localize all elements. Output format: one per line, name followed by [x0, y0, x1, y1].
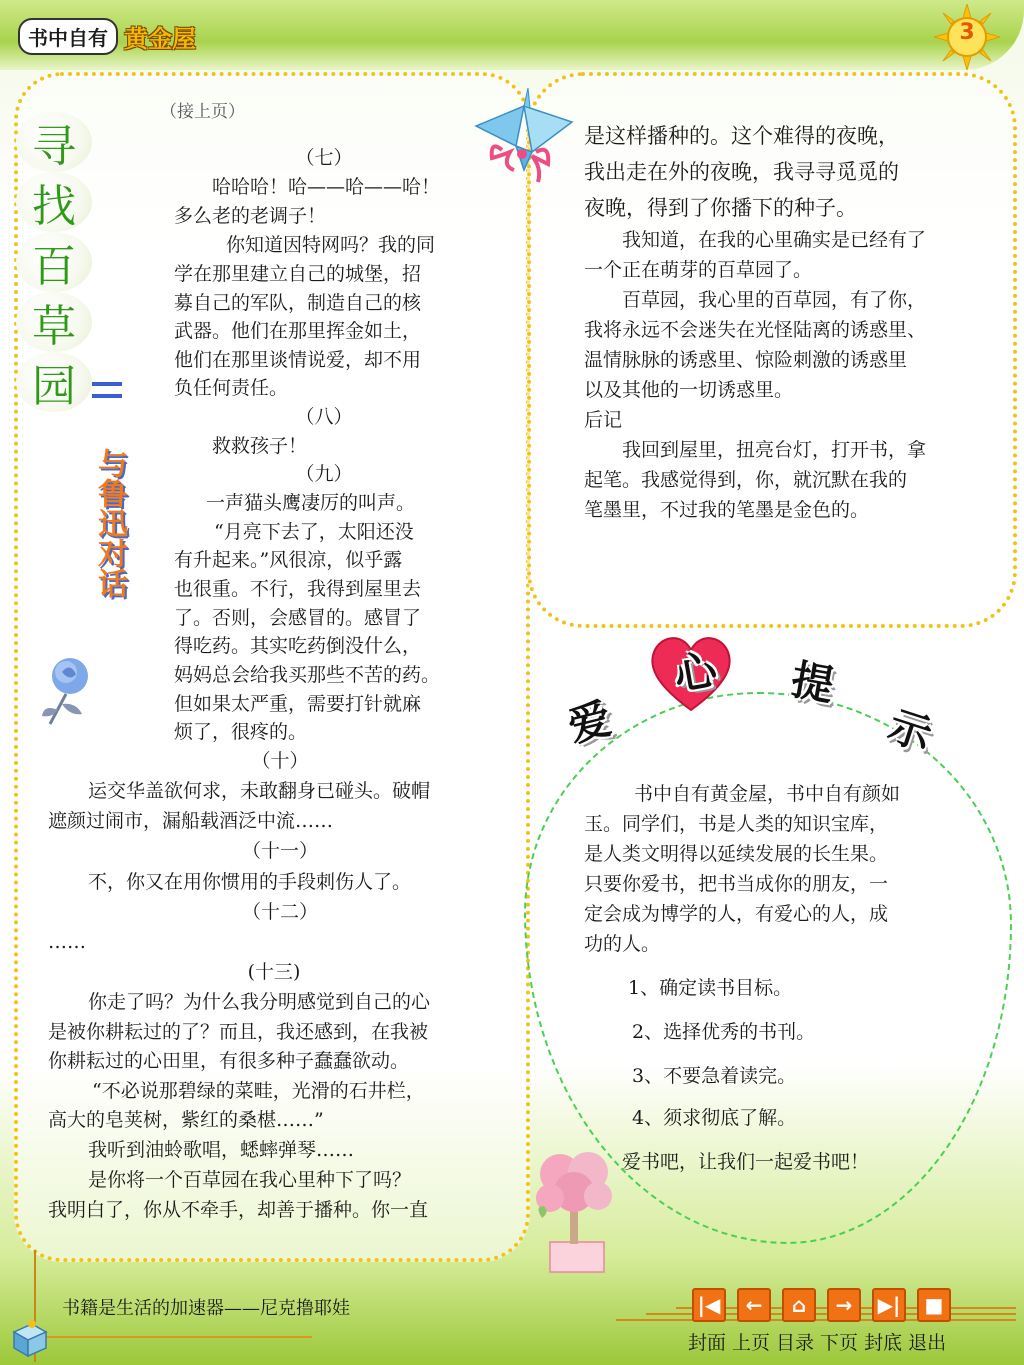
paragraph-line: 笔墨里，不过我的笔墨是金色的。 — [584, 499, 870, 521]
paragraph-line: 你走了吗？为什么我分明感觉到自己的心 — [88, 991, 431, 1013]
tips-list-item: 1、确定读书目标。 — [628, 977, 793, 999]
paragraph-line: 起笔。我感觉得到，你，就沉默在我的 — [584, 469, 908, 491]
rose-icon — [36, 654, 98, 728]
paragraph-line: 学在那里建立自己的城堡，招 — [174, 263, 422, 285]
paragraph-line: 你耕耘过的心田里，有很多种子蠢蠢欲动。 — [48, 1050, 410, 1072]
last-page-icon[interactable]: ▶| — [872, 1288, 906, 1322]
subtitle-dash — [92, 378, 122, 412]
nav-label-cover[interactable]: 封面 — [688, 1332, 727, 1354]
section-heading: （十一） — [241, 840, 318, 862]
paragraph-line: 我回到屋里，扭亮台灯，打开书，拿 — [622, 439, 927, 461]
tips-paragraph-line: 定会成为博学的人，有爱心的人，成 — [584, 903, 889, 925]
footer-quote: 书籍是生活的加速器——尼克撸耶娃 — [62, 1298, 350, 1319]
tips-paragraph-line: 书中自有黄金屋，书中自有颜如 — [634, 783, 901, 805]
paragraph-line: 温情脉脉的诱惑里、惊险刺激的诱惑里 — [584, 349, 908, 371]
vertical-subtitle: 与鲁迅对话 — [92, 448, 127, 598]
paragraph-line: 负任何责任。 — [174, 377, 289, 399]
paragraph-line: 我知道，在我的心里确实是已经有了 — [622, 229, 927, 251]
section-heading: （十二） — [241, 901, 318, 923]
paragraph-line: 得吃药。其实吃药倒没什么， — [174, 635, 422, 657]
header-title — [18, 16, 196, 56]
paragraph-line: 夜晚，得到了你播下的种子。 — [584, 196, 857, 220]
tips-heading-char: 示 — [882, 700, 938, 761]
paragraph-line: 是你将一个百草园在我心里种下了吗？ — [88, 1169, 412, 1191]
paragraph-line: 但如果太严重，需要打针就麻 — [174, 693, 422, 715]
paragraph-line: 遮颜过闹市，漏船载酒泛中流…… — [48, 810, 334, 832]
header-title-part1: 书中自有 — [18, 18, 118, 55]
section-heading: （七） — [295, 147, 353, 169]
paragraph-line: 一声猫头鹰凄厉的叫声。 — [206, 492, 416, 514]
tips-closing: 爱书吧，让我们一起爱书吧！ — [622, 1151, 870, 1173]
paragraph-line: 多么老的老调子！ — [174, 205, 327, 227]
title-char: 寻 — [16, 112, 92, 172]
paragraph-line: …… — [48, 931, 86, 953]
title-char: 草 — [16, 292, 92, 352]
paragraph-line: “不必说那碧绿的菜畦，光滑的石井栏， — [92, 1080, 425, 1102]
previous-page-icon[interactable]: ← — [737, 1288, 771, 1322]
tips-paragraph-line: 只要你爱书，把书当成你的朋友，一 — [584, 873, 889, 895]
paragraph-line: 救救孩子！ — [212, 435, 308, 457]
section-heading: （八） — [295, 406, 353, 428]
header-title-part2: 黄金屋 — [124, 24, 196, 53]
paragraph-line: 武器。他们在那里挥金如土， — [174, 320, 422, 342]
tips-heading-char: 心 — [670, 644, 721, 701]
paragraph-line: 百草园，我心里的百草园，有了你， — [622, 289, 927, 311]
paragraph-line: 你知道因特网吗？我的同 — [226, 234, 436, 256]
tips-list-item: 4、须求彻底了解。 — [632, 1107, 797, 1129]
paragraph-line: 一个正在萌芽的百草园了。 — [584, 259, 813, 281]
paper-crane-icon — [466, 86, 582, 190]
tips-heading-char: 爱 — [563, 693, 616, 752]
tips-paragraph-line: 是人类文明得以延续发展的长生果。 — [584, 843, 889, 865]
paragraph-line: 是被你耕耘过的了？而且，我还感到，在我被 — [48, 1021, 429, 1043]
nav-label-exit[interactable]: 退出 — [908, 1332, 947, 1354]
section-heading: (十三) — [247, 961, 301, 983]
first-page-icon[interactable]: |◀ — [692, 1288, 726, 1322]
paragraph-line: 我明白了，你从不牵手，却善于播种。你一直 — [48, 1199, 429, 1221]
paragraph-line: 有升起来。”风很凉，似乎露 — [174, 549, 403, 571]
paragraph-line: 我将永远不会迷失在光怪陆离的诱惑里、 — [584, 319, 927, 341]
nav-label-back-cover[interactable]: 封底 — [864, 1332, 903, 1354]
paragraph-line: 他们在那里谈情说爱，却不用 — [174, 349, 422, 371]
tips-paragraph-line: 功的人。 — [584, 933, 661, 955]
paragraph-line: 是这样播种的。这个难得的夜晚， — [584, 124, 899, 148]
paragraph-line: 哈哈哈！哈——哈——哈！ — [212, 176, 441, 198]
tips-list-item: 2、选择优秀的书刊。 — [632, 1021, 816, 1043]
paragraph-line: 我听到油蛉歌唱，蟋蟀弹琴…… — [88, 1139, 355, 1161]
next-page-icon[interactable]: → — [827, 1288, 861, 1322]
nav-label-contents[interactable]: 目录 — [776, 1332, 815, 1354]
continued-note: （接上页） — [160, 102, 245, 122]
paragraph-line: 以及其他的一切诱惑里。 — [584, 379, 794, 401]
cube-icon — [8, 1318, 50, 1358]
nav-label-previous[interactable]: 上页 — [732, 1332, 771, 1354]
navigation-buttons — [692, 1288, 951, 1322]
paragraph-line: 我出走在外的夜晚，我寻寻觅觅的 — [584, 160, 899, 184]
tips-heading-char: 提 — [787, 654, 838, 711]
title-char: 百 — [16, 232, 92, 292]
title-char: 园 — [16, 352, 92, 412]
paragraph-line: “月亮下去了，太阳还没 — [214, 521, 414, 543]
section-heading: （十） — [251, 750, 309, 772]
flower-pot-icon — [530, 1146, 622, 1274]
paragraph-line: 妈妈总会给我买那些不苦的药。 — [174, 664, 441, 686]
home-icon[interactable]: ⌂ — [782, 1288, 816, 1322]
tips-list-item: 3、不要急着读完。 — [632, 1065, 797, 1087]
paragraph-line: 也很重。不行，我得到屋里去 — [174, 578, 422, 600]
navigation-labels — [688, 1328, 946, 1358]
section-heading: （九） — [295, 463, 353, 485]
footer-underline — [36, 1336, 312, 1338]
paragraph-line: 运交华盖欲何求，未敢翻身已碰头。破帽 — [88, 780, 431, 802]
paragraph-line: 了。否则，会感冒的。感冒了 — [174, 607, 422, 629]
paragraph-line: 不，你又在用你惯用的手段刺伤人了。 — [88, 871, 412, 893]
vertical-title — [16, 112, 92, 412]
page-number: 3 — [959, 20, 975, 45]
stop-icon[interactable]: ■ — [917, 1288, 951, 1322]
paragraph-line: 烦了，很疼的。 — [174, 721, 308, 743]
afterword-heading: 后记 — [584, 409, 623, 431]
tips-paragraph-line: 玉。同学们，书是人类的知识宝库， — [584, 813, 889, 835]
nav-label-next[interactable]: 下页 — [820, 1332, 859, 1354]
title-char: 找 — [16, 172, 92, 232]
paragraph-line: 募自己的军队，制造自己的核 — [174, 292, 422, 314]
paragraph-line: 高大的皂荚树，紫红的桑椹……” — [48, 1109, 324, 1131]
